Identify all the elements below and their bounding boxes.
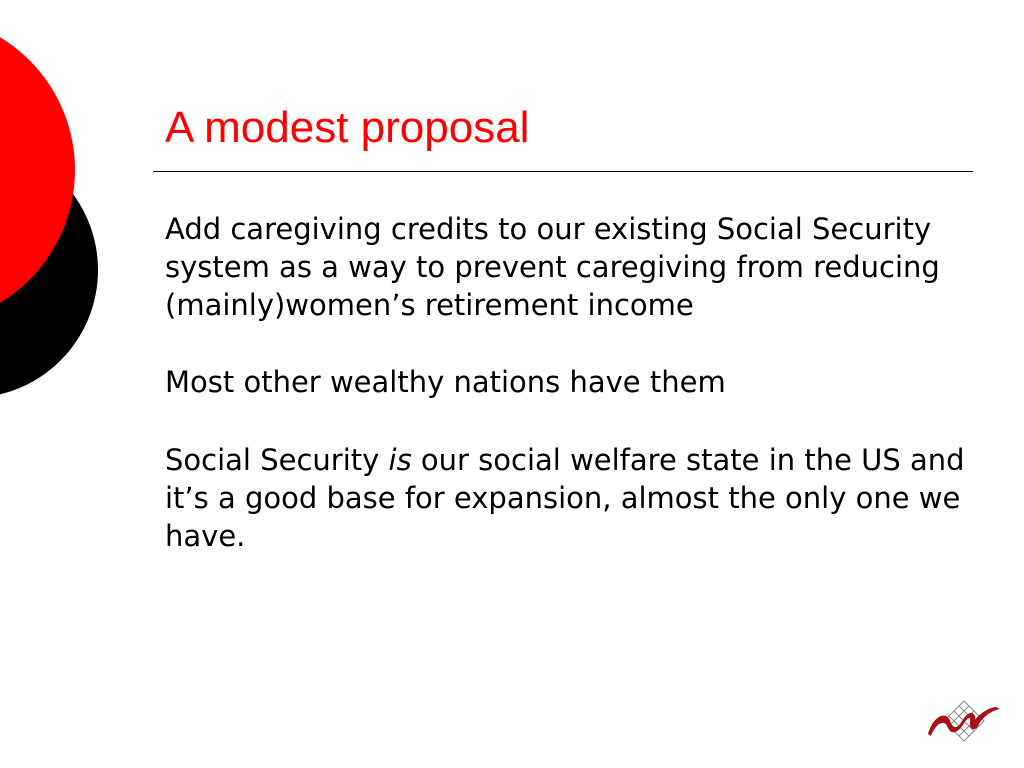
slide-title: A modest proposal	[165, 103, 530, 152]
body-paragraph-other-nations: Most other wealthy nations have them	[165, 365, 726, 399]
emphasized-word: is	[388, 443, 412, 477]
decorative-circles	[0, 0, 110, 410]
slide-body	[165, 210, 965, 555]
paragraph-trailing-text: our social welfare state in the US and it’s a good base for expansion, almost the only one we have.	[165, 443, 965, 553]
corner-logo-icon	[926, 696, 1002, 746]
paragraph-lead-text: Social Security	[165, 443, 389, 477]
body-paragraph-caregiving-credits: Add caregiving credits to our existing Social Security system as a way to prevent caregiving from reducing (mainly)women’s retirement income	[165, 212, 940, 322]
body-paragraph-social-security	[165, 441, 965, 555]
title-divider	[153, 171, 973, 172]
